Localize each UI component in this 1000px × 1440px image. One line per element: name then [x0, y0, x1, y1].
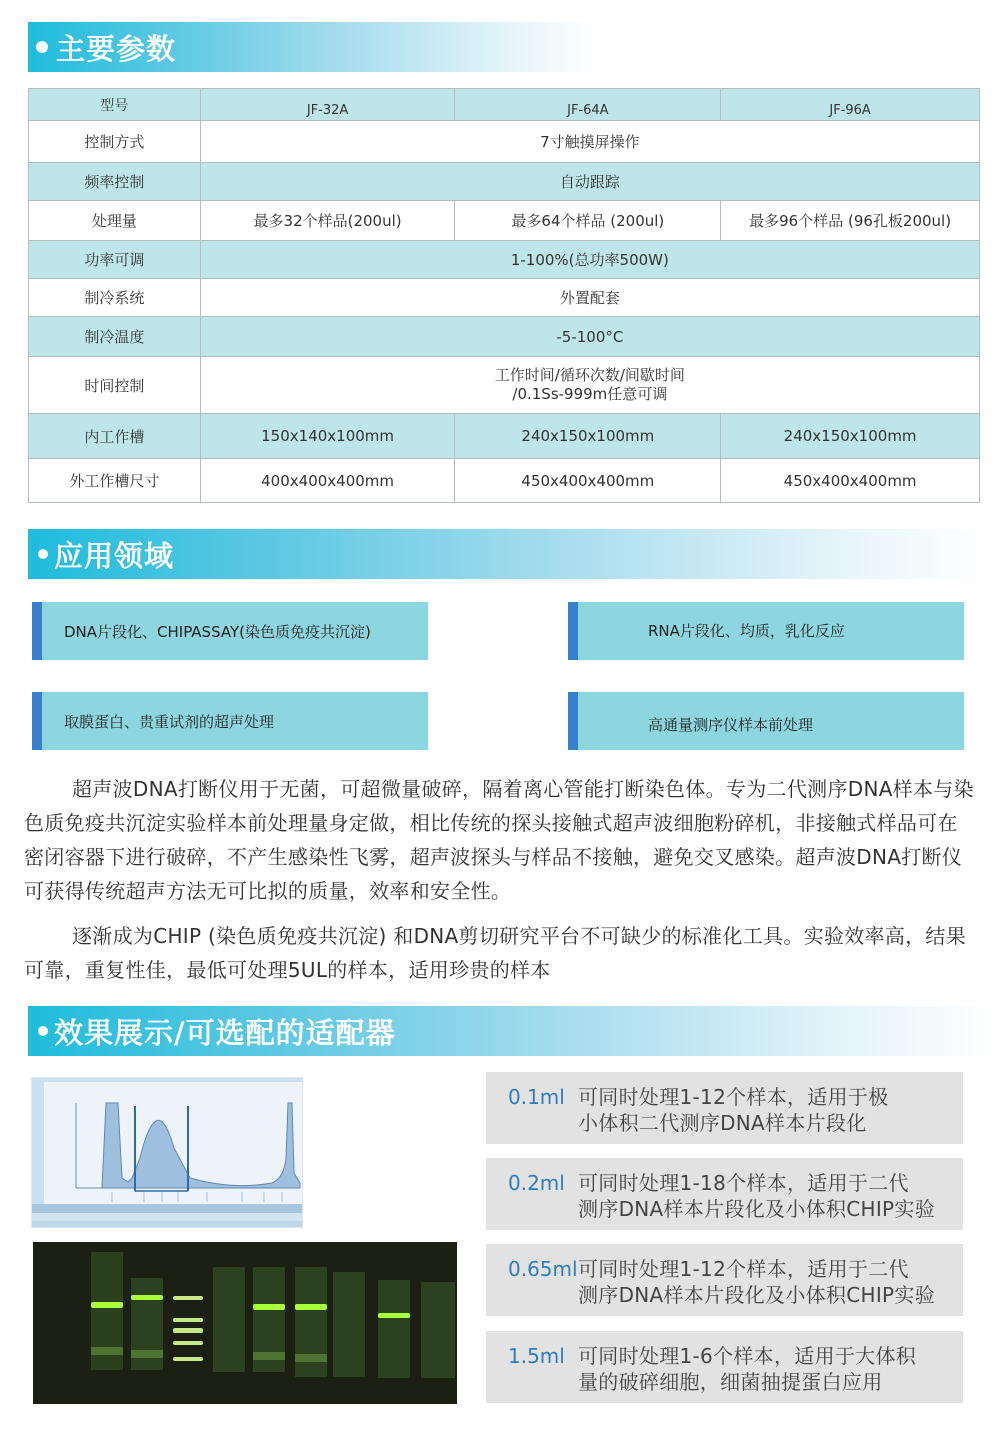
table-row: [29, 414, 980, 459]
adapter-description: [578, 1256, 935, 1308]
adapter-description-line: 测序DNA样本片段化及小体积CHIP实验: [578, 1283, 936, 1307]
application-card: [568, 602, 964, 660]
adapter-volume: 1.5ml: [508, 1344, 565, 1368]
header-label: 型号: [29, 89, 201, 121]
adapter-description-line: 量的破碎细胞，细菌抽提蛋白应用: [578, 1370, 883, 1394]
row-value: 自动跟踪: [200, 163, 979, 201]
section-title: 主要参数: [56, 31, 177, 66]
row-label: 控制方式: [29, 121, 201, 163]
adapter-description-line: 小体积二代测序DNA样本片段化: [578, 1111, 867, 1135]
adapter-volume: 0.65ml: [508, 1257, 578, 1281]
table-row: [29, 459, 980, 503]
row-value: 240x150x100mm: [721, 414, 980, 459]
description-paragraph: 逐渐成为CHIP (染色质免疫共沉淀) 和DNA剪切研究平台不可缺少的标准化工具。实验效率高，结果可靠，重复性佳，最低可处理5UL的样本，适用珍贵的样本: [24, 924, 967, 982]
row-label: 功率可调: [29, 241, 201, 279]
section-header-results: [28, 1006, 998, 1056]
section-title: 效果展示/可选配的适配器: [54, 1015, 396, 1050]
row-value: [200, 357, 979, 414]
bullet-dot-icon: [38, 549, 48, 559]
row-label: 外工作槽尺寸: [29, 459, 201, 503]
row-value: 最多64个样品 (200ul): [455, 201, 721, 241]
table-row: [29, 201, 980, 241]
table-row: [29, 241, 980, 279]
adapter-description-line: 可同时处理1-6个样本，适用于大体积: [578, 1344, 917, 1368]
row-label: 内工作槽: [29, 414, 201, 459]
adapter-description: [578, 1084, 889, 1136]
adapter-volume: 0.2ml: [508, 1171, 565, 1195]
row-value: 240x150x100mm: [455, 414, 721, 459]
row-label: 制冷系统: [29, 279, 201, 317]
row-value: 450x400x400mm: [455, 459, 721, 503]
gel-electrophoresis-image: [33, 1242, 457, 1404]
row-label: 制冷温度: [29, 317, 201, 357]
spec-table: [28, 88, 980, 503]
header-model: JF-96A: [721, 89, 980, 121]
adapter-card: [486, 1331, 963, 1403]
fragment-chart-graphic: [32, 1078, 303, 1228]
row-value: 最多32个样品(200ul): [200, 201, 455, 241]
gel-graphic: [33, 1242, 457, 1404]
row-label: 频率控制: [29, 163, 201, 201]
row-value: 外置配套: [200, 279, 979, 317]
row-value: 450x400x400mm: [721, 459, 980, 503]
row-label: 时间控制: [29, 357, 201, 414]
adapter-description-line: 可同时处理1-12个样本，适用于极: [578, 1085, 889, 1109]
row-label: 处理量: [29, 201, 201, 241]
row-value: 最多96个样品 (96孔板200ul): [721, 201, 980, 241]
table-row: [29, 121, 980, 163]
bullet-dot-icon: [38, 1026, 48, 1036]
row-value: 400x400x400mm: [200, 459, 455, 503]
table-header-row: [29, 89, 980, 121]
row-value: -5-100°C: [200, 317, 979, 357]
adapter-card: [486, 1158, 963, 1230]
adapter-card: [486, 1244, 963, 1316]
application-text: 高通量测序仪样本前处理: [648, 715, 814, 734]
adapter-description: [578, 1170, 935, 1222]
bullet-dot-icon: [36, 41, 48, 53]
row-value: 1-100%(总功率500W): [200, 241, 979, 279]
section-header-params: [28, 22, 598, 72]
table-row: [29, 279, 980, 317]
application-card: [32, 602, 428, 660]
row-value: 7寸触摸屏操作: [200, 121, 979, 163]
header-model: JF-32A: [200, 89, 455, 121]
application-card: [32, 692, 428, 750]
application-text: 取膜蛋白、贵重试剂的超声处理: [64, 712, 275, 731]
adapter-volume: 0.1ml: [508, 1085, 565, 1109]
row-value-line: /0.1Ss-999m任意可调: [512, 385, 668, 403]
row-value-line: 工作时间/循环次数/间歇时间: [494, 366, 685, 384]
fragment-analysis-image: [31, 1077, 303, 1228]
row-value: 150x140x100mm: [200, 414, 455, 459]
adapter-description: [578, 1343, 916, 1395]
table-row: [29, 357, 980, 414]
table-row: [29, 163, 980, 201]
description-paragraph: 超声波DNA打断仪用于无菌，可超微量破碎，隔着离心管能打断染色体。专为二代测序DNA样本与染色质免疫共沉淀实验样本前处理量身定做，相比传统的探头接触式超声波细胞粉碎机，非接触式样品可在密闭容器下进行破碎，不产生感染性飞雾，超声波探头与样品不接触，避免交叉感染。超声波DNA打断仪可获得传统超声方法无可比拟的质量，效率和安全性。: [24, 777, 974, 903]
section-title: 应用领域: [54, 538, 175, 573]
application-text: DNA片段化、CHIPASSAY(染色质免疫共沉淀): [64, 622, 371, 641]
adapter-card: [486, 1072, 963, 1144]
header-model: JF-64A: [455, 89, 721, 121]
table-row: [29, 317, 980, 357]
adapter-description-line: 可同时处理1-18个样本，适用于二代: [578, 1171, 909, 1195]
section-header-applications: [28, 529, 988, 579]
application-card: [568, 692, 964, 750]
application-text: RNA片段化、均质，乳化反应: [648, 622, 845, 640]
adapter-description-line: 测序DNA样本片段化及小体积CHIP实验: [578, 1197, 936, 1221]
adapter-description-line: 可同时处理1-12个样本，适用于二代: [578, 1257, 909, 1281]
